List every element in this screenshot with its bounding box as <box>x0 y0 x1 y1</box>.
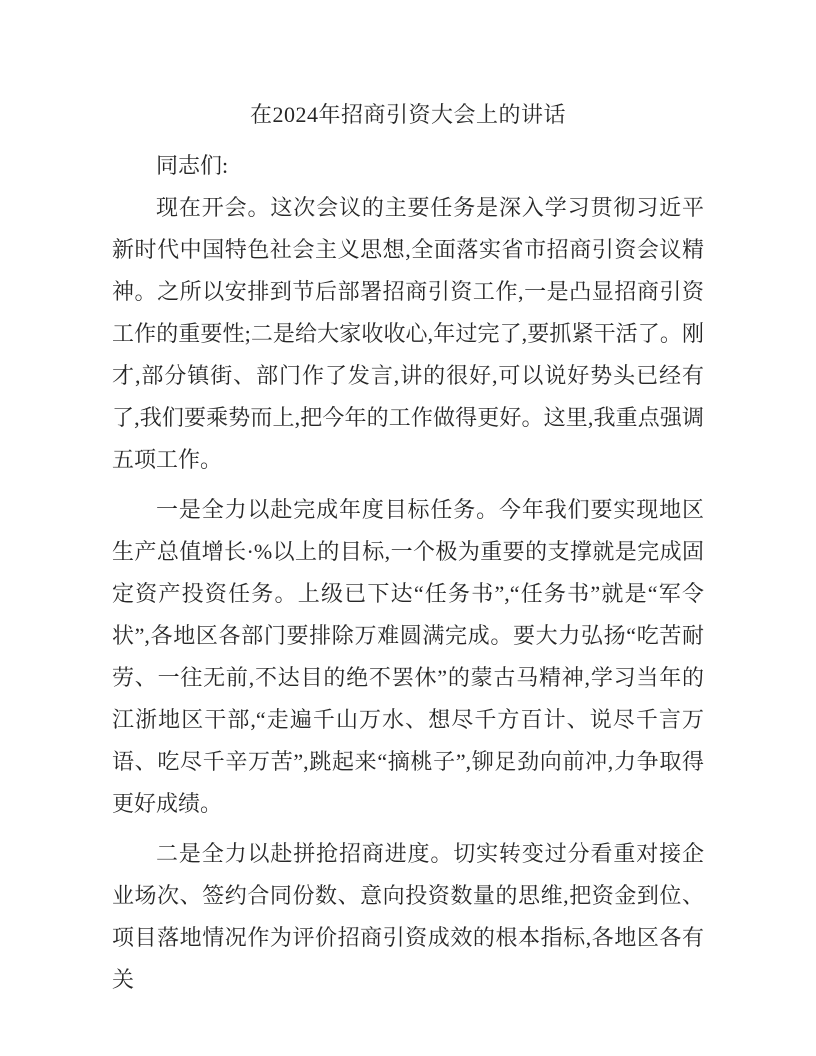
salutation-line: 同志们: <box>156 153 229 178</box>
paragraph-opening: 现在开会。这次会议的主要任务是深入学习贯彻习近平新时代中国特色社会主义思想,全面落实省市招商引资会议精神。之所以安排到节后部署招商引资工作,一是凸显招商引资工作的重要性;二是给大家收收心,年过完了,要抓紧干活了。刚才,部分镇街、部门作了发言,讲的很好,可以说好势头已经有了,我们要乘势而上,把今年的工作做得更好。这里,我重点强调五项工作。 <box>112 195 704 472</box>
document-title: 在2024年招商引资大会上的讲话 <box>249 102 566 127</box>
paragraph-point-one: 一是全力以赴完成年度目标任务。今年我们要实现地区生产总值增长·%以上的目标,一个极为重要的支撑就是完成固定资产投资任务。上级已下达“任务书”,“任务书”就是“军令状”,各地区各部门要排除万难圆满完成。要大力弘扬“吃苦耐劳、一往无前,不达目的绝不罢休”的蒙古马精神,学习当年的江浙地区干部,“走遍千山万水、想尽千方百计、说尽千言万语、吃尽千辛万苦”,跳起来“摘桃子”,铆足劲向前冲,力争取得更好成绩。 <box>112 497 704 816</box>
paragraph-point-two: 二是全力以赴拼抢招商进度。切实转变过分看重对接企业场次、签约合同份数、意向投资数量的思维,把资金到位、项目落地情况作为评价招商引资成效的根本指标,各地区各有关 <box>112 841 704 992</box>
